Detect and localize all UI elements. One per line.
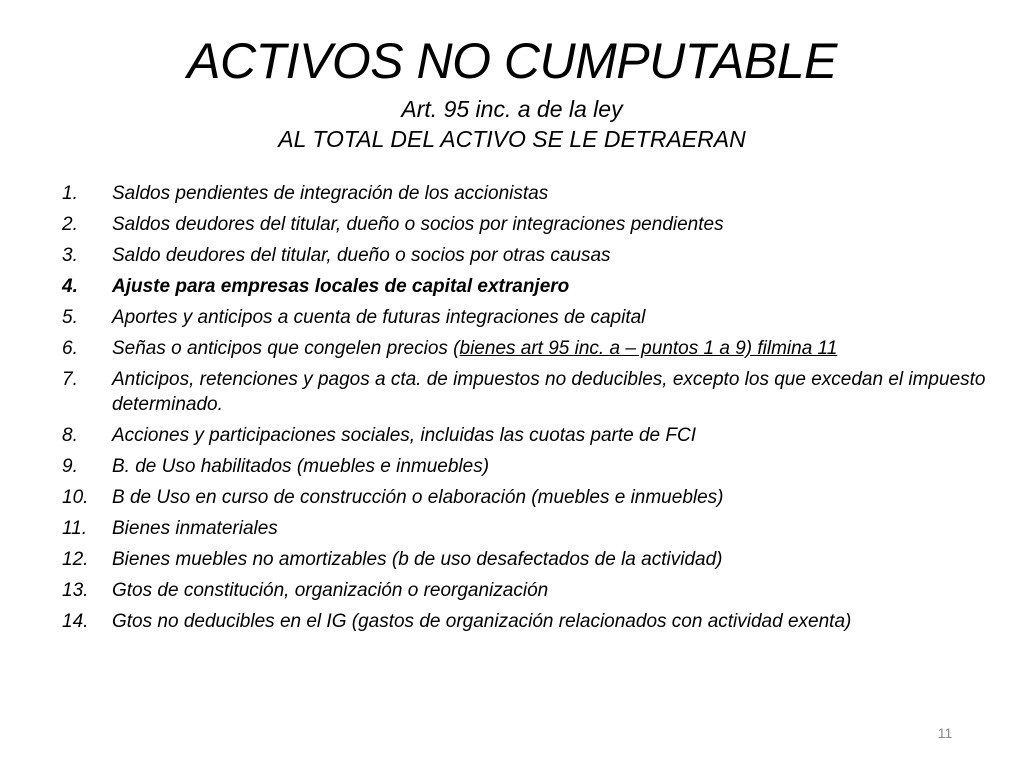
- list-item-text-wrapper: [112, 336, 992, 361]
- list-item-number: 5.: [62, 307, 78, 328]
- list-item-text: Ajuste para empresas locales de capital extranjero: [112, 276, 570, 297]
- list-item: [62, 336, 992, 361]
- list-item-text: Saldos pendientes de integración de los accionistas: [112, 183, 549, 204]
- list-item: [62, 485, 992, 510]
- title-block: [0, 28, 1024, 154]
- list-item-number: 7.: [62, 369, 78, 390]
- list-item-number: 11.: [62, 518, 88, 539]
- list-item: [62, 367, 992, 417]
- list-item-number: 13.: [62, 580, 89, 601]
- list-item-number: 6.: [62, 338, 78, 359]
- list-item: [62, 516, 992, 541]
- list-item-text: Acciones y participaciones sociales, incluidas las cuotas parte de FCI: [112, 425, 697, 446]
- list-item-text: Saldo deudores del titular, dueño o socios por otras causas: [112, 245, 611, 266]
- list-item-text: Gtos de constitución, organización o reorganización: [112, 580, 549, 601]
- list-item-text: Señas o anticipos que congelen precios (: [112, 338, 460, 359]
- list-item-number: 12.: [62, 549, 89, 570]
- list-item-text: Bienes inmateriales: [112, 518, 278, 539]
- list-item-number: 1.: [62, 183, 78, 204]
- list-item: [62, 547, 992, 572]
- list-item-text: Gtos no deducibles en el IG (gastos de organización relacionados con actividad exenta): [112, 611, 852, 632]
- list-item-text: Bienes muebles no amortizables (b de uso desafectados de la actividad): [112, 549, 723, 570]
- list-item-underlined-text: bienes art 95 inc. a – puntos 1 a 9) filmina 11: [459, 338, 838, 359]
- list-item: [62, 454, 992, 479]
- list-item: [62, 423, 992, 448]
- list-item-number: 14.: [62, 611, 89, 632]
- numbered-list: [62, 181, 992, 640]
- slide-title: ACTIVOS NO CUMPUTABLE: [187, 33, 837, 89]
- list-item-text: Anticipos, retenciones y pagos a cta. de impuestos no deducibles, excepto los que excedan el impuesto determinado.: [112, 369, 986, 415]
- slide-subtitle-line-2: AL TOTAL DEL ACTIVO SE LE DETRAERAN: [278, 126, 746, 152]
- list-item: [62, 305, 992, 330]
- list-item: [62, 181, 992, 206]
- list-item-text: B. de Uso habilitados (muebles e inmuebles): [112, 456, 490, 477]
- list-item: [62, 274, 992, 299]
- list-item-number: 8.: [62, 425, 78, 446]
- list-item: [62, 609, 992, 634]
- list-item-number: 10.: [62, 487, 89, 508]
- page-number: 11: [937, 725, 953, 741]
- list-item-text: B de Uso en curso de construcción o elaboración (muebles e inmuebles): [112, 487, 724, 508]
- list-item-number: 2.: [62, 214, 78, 235]
- list-item-number: 4.: [62, 276, 78, 297]
- slide-subtitle-line-1: Art. 95 inc. a de la ley: [401, 96, 623, 122]
- list-item-number: 9.: [62, 456, 78, 477]
- list-item-text: Aportes y anticipos a cuenta de futuras integraciones de capital: [112, 307, 646, 328]
- list-item-text: Saldos deudores del titular, dueño o socios por integraciones pendientes: [112, 214, 724, 235]
- list-item: [62, 578, 992, 603]
- list-item-number: 3.: [62, 245, 78, 266]
- list-item: [62, 212, 992, 237]
- list-item: [62, 243, 992, 268]
